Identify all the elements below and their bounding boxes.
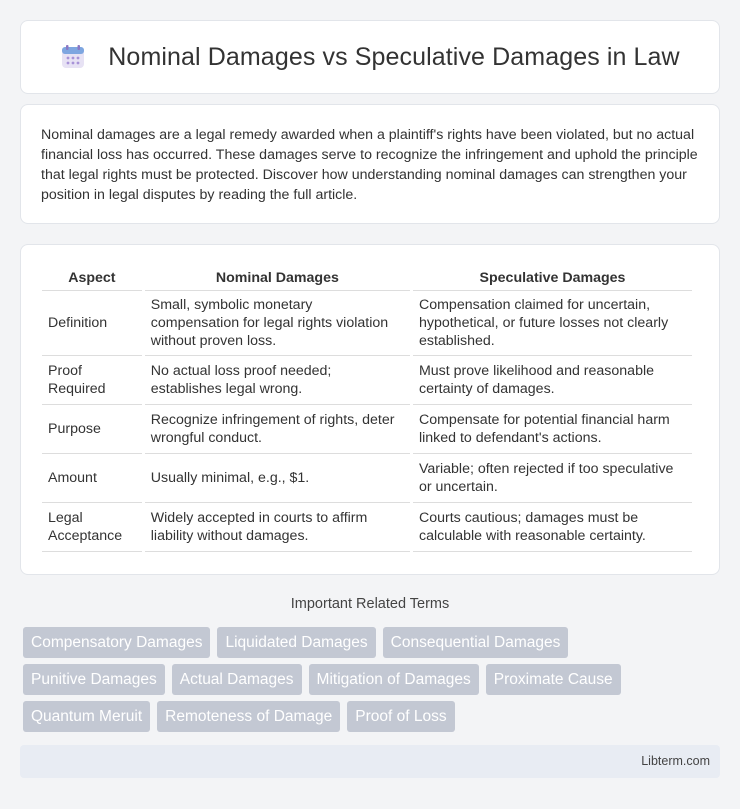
intro-text: Nominal damages are a legal remedy awarded when a plaintiff's rights have been violated, but no actual financial loss has occurred. These damages serve to recognize the infringement and uphold the principle that legal rights must be protected. Discover how understanding nominal damages can strengthen your position in legal disputes by reading the full article. [41,127,698,203]
tag-quantum-meruit[interactable]: Quantum Meruit [23,701,150,732]
row-aspect: Purpose [42,405,142,454]
row-nominal: Widely accepted in courts to affirm liability without damages. [145,503,410,552]
tag-proof-of-loss[interactable]: Proof of Loss [347,701,454,732]
footer [20,745,720,778]
page-title: Nominal Damages vs Speculative Damages in Law [108,42,680,71]
header-speculative: Speculative Damages [413,267,692,291]
tag-mitigation-of-damages[interactable]: Mitigation of Damages [309,664,479,695]
row-nominal: Small, symbolic monetary compensation for legal rights violation without proven loss. [145,291,410,356]
table-header-row [42,267,692,291]
table-row [42,503,692,552]
tag-row [23,701,723,732]
calendar-icon [60,44,86,70]
tag-actual-damages[interactable]: Actual Damages [172,664,302,695]
table-row [42,291,692,356]
header-aspect: Aspect [42,267,142,291]
tag-punitive-damages[interactable]: Punitive Damages [23,664,165,695]
comparison-table [39,267,695,552]
table-row [42,454,692,503]
row-speculative: Must prove likelihood and reasonable certainty of damages. [413,356,692,405]
tag-row [23,627,723,658]
table-row [42,356,692,405]
intro-card [20,104,720,224]
row-nominal: Recognize infringement of rights, deter wrongful conduct. [145,405,410,454]
related-terms-heading: Important Related Terms [290,596,450,612]
comparison-table-card [20,244,720,575]
row-aspect: Legal Acceptance [42,503,142,552]
row-speculative: Variable; often rejected if too speculative or uncertain. [413,454,692,503]
tag-row [23,664,723,695]
footer-site-link[interactable]: Libterm.com [641,754,710,768]
related-terms-tags [23,627,723,738]
tag-compensatory-damages[interactable]: Compensatory Damages [23,627,210,658]
table-row [42,405,692,454]
row-speculative: Courts cautious; damages must be calculable with reasonable certainty. [413,503,692,552]
row-aspect: Amount [42,454,142,503]
tag-remoteness-of-damage[interactable]: Remoteness of Damage [157,701,340,732]
row-speculative: Compensate for potential financial harm linked to defendant's actions. [413,405,692,454]
tag-liquidated-damages[interactable]: Liquidated Damages [217,627,375,658]
row-aspect: Proof Required [42,356,142,405]
row-nominal: Usually minimal, e.g., $1. [145,454,410,503]
row-aspect: Definition [42,291,142,356]
tag-proximate-cause[interactable]: Proximate Cause [486,664,621,695]
header-nominal: Nominal Damages [145,267,410,291]
title-card [20,20,720,94]
tag-consequential-damages[interactable]: Consequential Damages [383,627,569,658]
row-nominal: No actual loss proof needed; establishes legal wrong. [145,356,410,405]
row-speculative: Compensation claimed for uncertain, hypothetical, or future losses not clearly established. [413,291,692,356]
